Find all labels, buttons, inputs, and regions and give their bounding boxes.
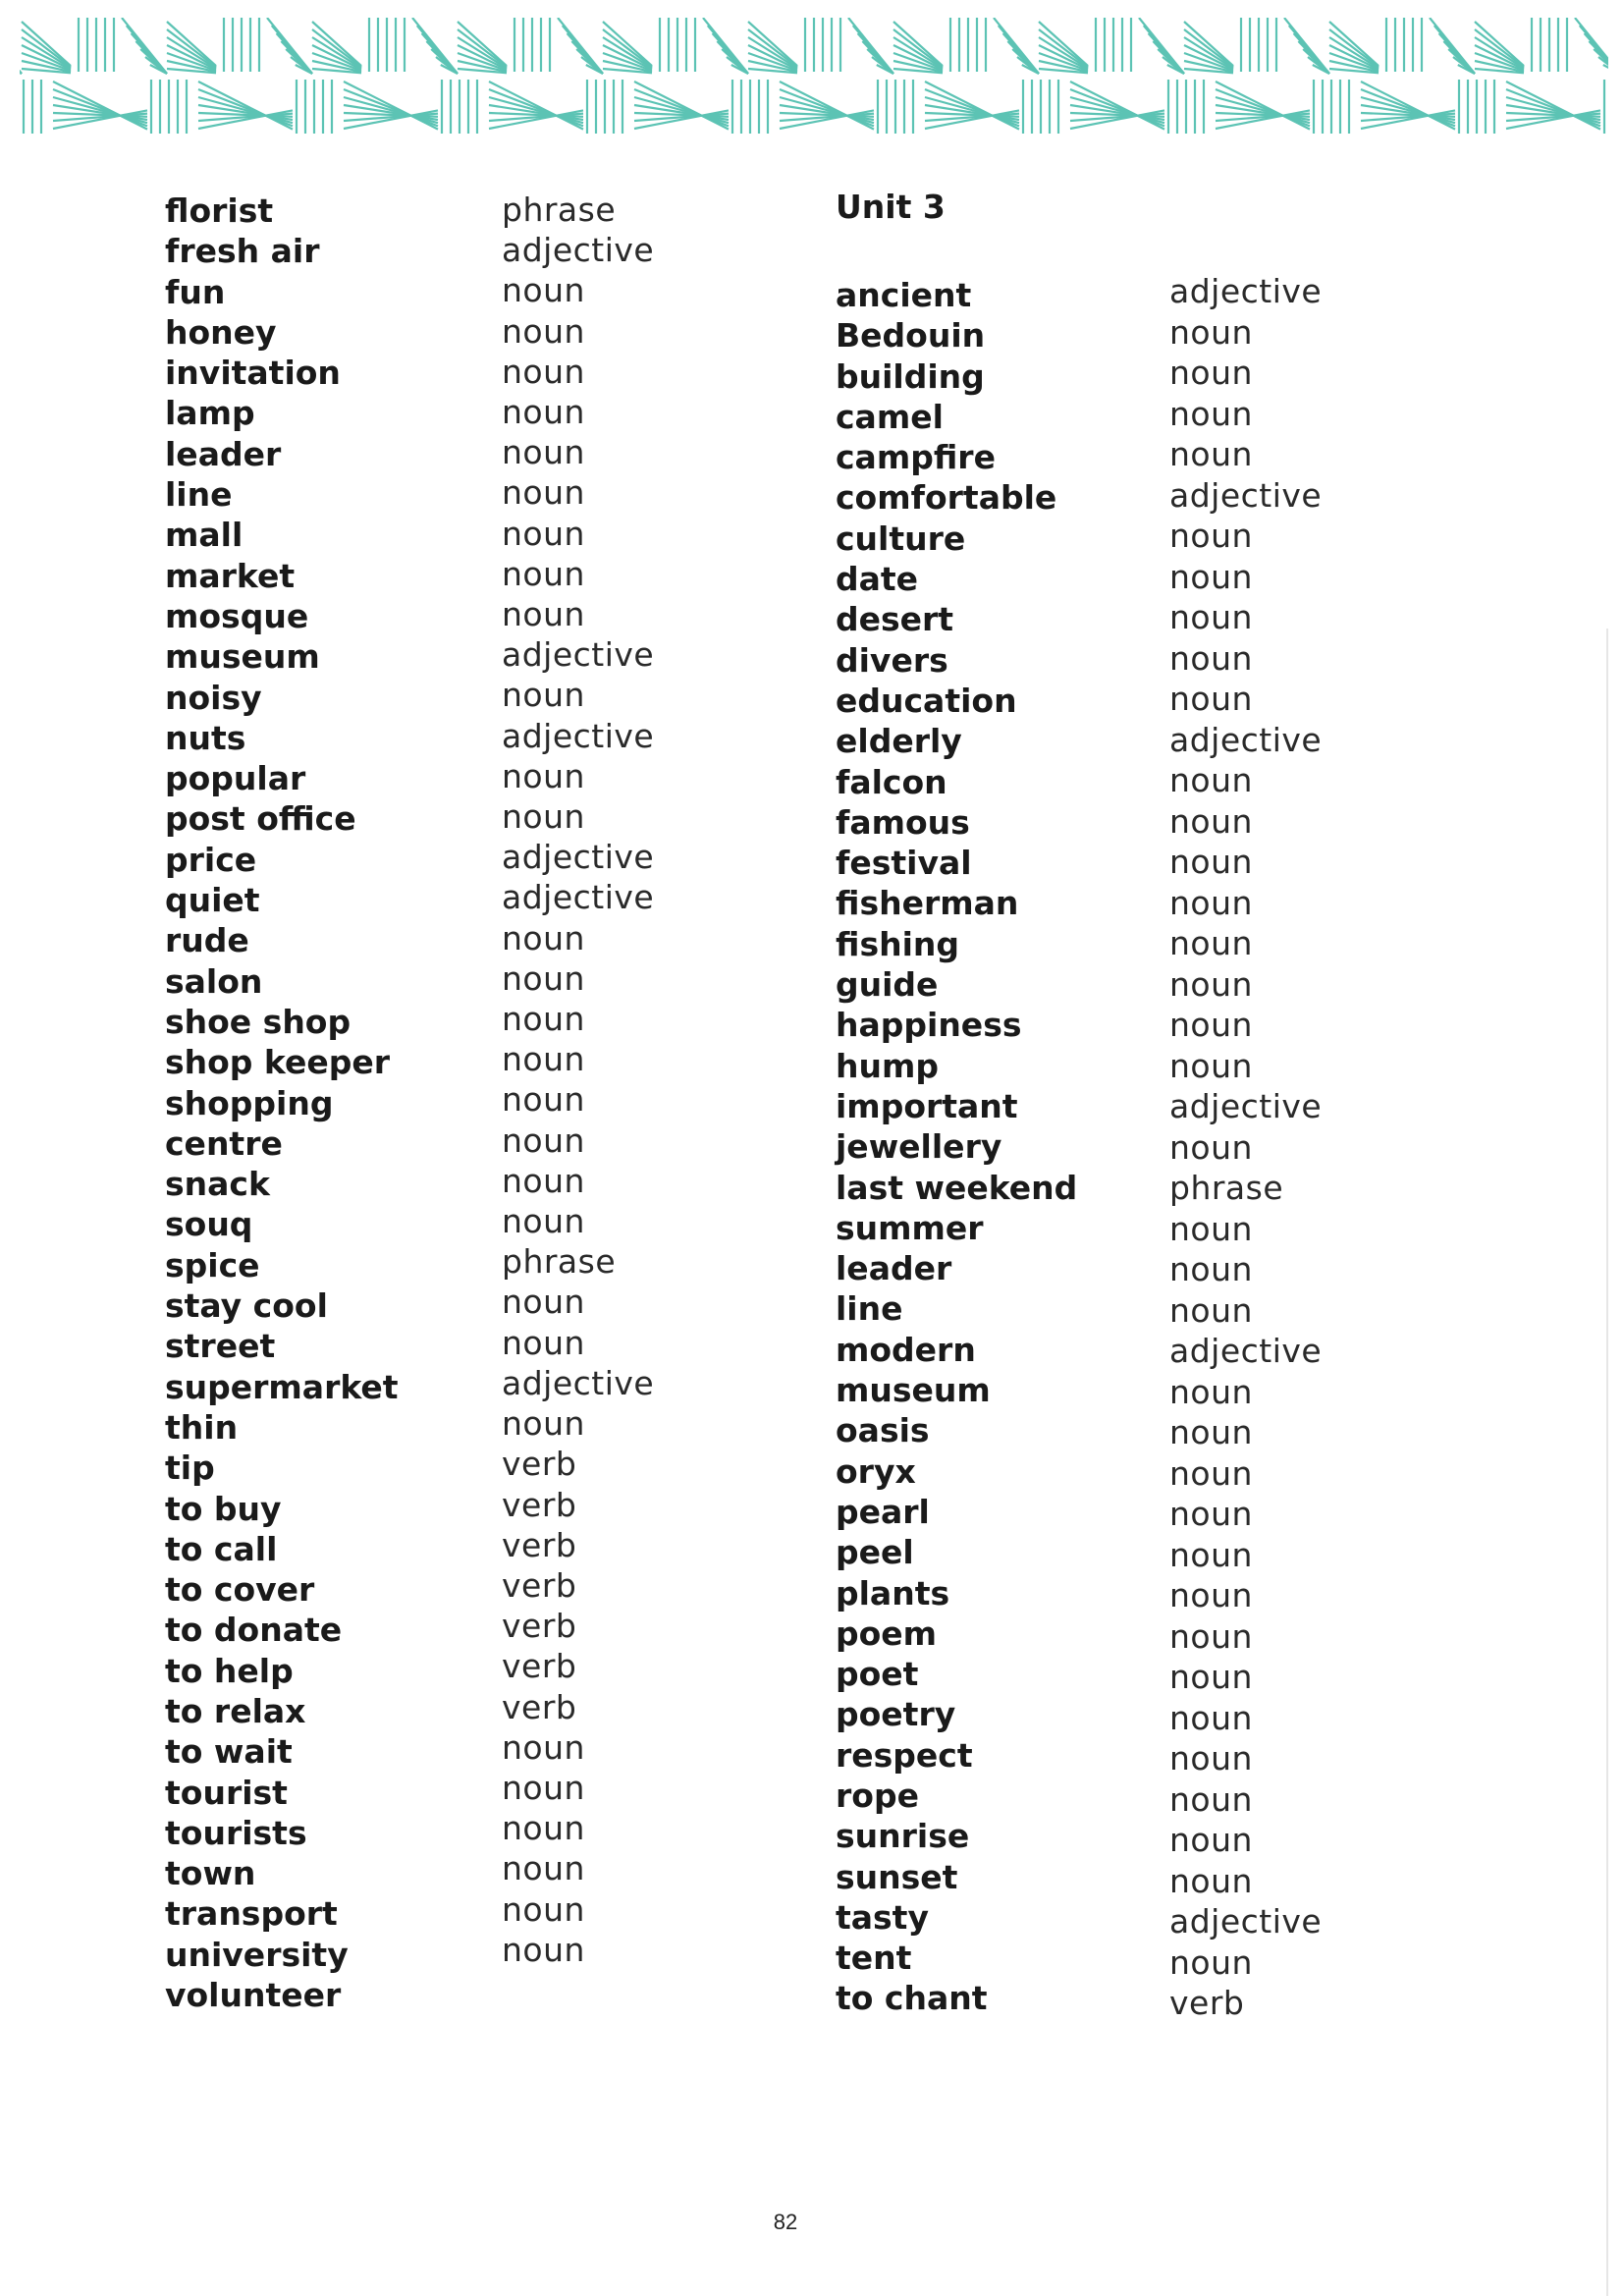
word-type: noun: [1169, 435, 1253, 473]
word-type: noun: [502, 595, 585, 634]
word-type: noun: [1169, 1535, 1253, 1574]
vocab-word: noisy: [165, 678, 262, 717]
word-type: verb: [502, 1607, 577, 1646]
word-type: noun: [1169, 1739, 1253, 1777]
vocab-word: florist: [165, 191, 274, 230]
scan-edge-line: [1606, 629, 1608, 2296]
vocab-word: post office: [165, 799, 356, 839]
word-type: noun: [502, 271, 585, 310]
word-type: adjective: [1169, 272, 1323, 310]
word-type: noun: [502, 554, 585, 593]
vocab-word: campfire: [836, 438, 996, 477]
vocab-word: to cover: [165, 1570, 315, 1610]
vocab-word: town: [165, 1854, 256, 1893]
word-type: noun: [1169, 680, 1253, 718]
vocab-word: festival: [836, 844, 972, 883]
word-type: noun: [1169, 1209, 1253, 1248]
vocab-word: fun: [165, 272, 226, 311]
vocab-word: to donate: [165, 1611, 343, 1650]
vocab-word: leader: [836, 1249, 952, 1288]
vocab-word: sunrise: [836, 1817, 970, 1856]
vocab-word: important: [836, 1086, 1018, 1125]
vocab-word: poem: [836, 1613, 938, 1653]
word-type: noun: [502, 1121, 585, 1160]
word-type: verb: [502, 1565, 577, 1605]
vocab-word: building: [836, 356, 985, 396]
word-type: adjective: [1169, 1332, 1323, 1370]
word-type: noun: [502, 1404, 585, 1444]
word-type: noun: [502, 311, 585, 351]
vocab-word: poetry: [836, 1695, 956, 1734]
word-type: noun: [1169, 1453, 1253, 1493]
word-type: noun: [502, 352, 585, 391]
vocab-word: street: [165, 1327, 276, 1366]
word-type: noun: [1169, 598, 1253, 636]
vocab-word: line: [836, 1289, 903, 1329]
vocab-word: respect: [836, 1735, 973, 1775]
word-type: noun: [502, 433, 585, 472]
word-type: adjective: [502, 635, 655, 675]
word-type: noun: [1169, 1372, 1253, 1411]
word-type: noun: [1169, 354, 1253, 392]
vocab-word: tasty: [836, 1897, 929, 1937]
vocab-word: jewellery: [836, 1127, 1002, 1167]
vocab-word: education: [836, 681, 1017, 720]
vocab-word: nuts: [165, 718, 246, 757]
vocab-word: fishing: [836, 924, 960, 963]
vocab-word: university: [165, 1935, 349, 1974]
vocab-word: thin: [165, 1407, 239, 1447]
vocab-word: mosque: [165, 596, 309, 635]
vocab-word: comfortable: [836, 478, 1057, 518]
word-type: noun: [1169, 1290, 1253, 1330]
vocab-word: shoe shop: [165, 1002, 352, 1041]
vocab-word: peel: [836, 1533, 914, 1572]
vocab-word: tourists: [165, 1813, 307, 1852]
vocab-word: hump: [836, 1046, 939, 1085]
vocab-word: sunset: [836, 1857, 958, 1896]
word-type: adjective: [502, 231, 655, 270]
word-type: adjective: [1169, 475, 1323, 515]
word-type: verb: [1169, 1984, 1245, 2022]
vocab-word: elderly: [836, 722, 962, 761]
word-type: verb: [502, 1445, 577, 1484]
word-type: noun: [1169, 1127, 1253, 1167]
word-type: noun: [1169, 517, 1253, 555]
word-type: noun: [502, 756, 585, 795]
geometric-pattern-graphic: [20, 18, 1608, 134]
vocab-word: camel: [836, 397, 944, 436]
vocab-word: transport: [165, 1894, 338, 1934]
word-type: noun: [1169, 557, 1253, 596]
word-type: noun: [502, 1202, 585, 1241]
word-type: noun: [1169, 1046, 1253, 1085]
word-type: verb: [502, 1485, 577, 1524]
vocab-word: to chant: [836, 1979, 988, 2018]
vocab-word: to call: [165, 1529, 278, 1568]
word-type: noun: [502, 1768, 585, 1807]
word-type: noun: [1169, 1576, 1253, 1614]
vocab-word: culture: [836, 519, 966, 558]
vocab-word: Bedouin: [836, 316, 986, 355]
vocab-word: last weekend: [836, 1168, 1078, 1207]
word-type: noun: [1169, 843, 1253, 881]
word-type: noun: [502, 676, 585, 715]
word-type: noun: [502, 797, 585, 837]
word-type: noun: [1169, 1495, 1253, 1533]
word-type: noun: [502, 1323, 585, 1362]
word-type: noun: [502, 1283, 585, 1322]
vocab-word: volunteer: [165, 1976, 342, 2015]
vocab-word: souq: [165, 1205, 253, 1244]
vocab-word: rope: [836, 1776, 919, 1815]
word-type: noun: [1169, 1250, 1253, 1288]
word-type: noun: [502, 1727, 585, 1767]
word-type: phrase: [1169, 1169, 1284, 1207]
vocab-word: mall: [165, 516, 243, 555]
page-number: 82: [773, 2210, 798, 2234]
vocab-word: snack: [165, 1165, 270, 1204]
vocab-word: pearl: [836, 1492, 930, 1531]
word-type: noun: [1169, 1942, 1253, 1982]
word-type: noun: [1169, 1698, 1253, 1737]
left-word-column: [165, 191, 399, 2015]
vocab-word: quiet: [165, 881, 260, 920]
vocab-word: tip: [165, 1449, 215, 1488]
word-type: adjective: [502, 838, 655, 877]
left-type-column: [502, 190, 654, 1970]
vocab-word: supermarket: [165, 1367, 399, 1406]
vocab-word: salon: [165, 961, 263, 1001]
word-type: noun: [1169, 761, 1253, 799]
word-type: noun: [502, 473, 585, 513]
vocab-word: fresh air: [165, 232, 320, 271]
vocab-word: to wait: [165, 1732, 293, 1772]
word-type: noun: [502, 1930, 585, 1969]
vocab-word: leader: [165, 434, 282, 473]
word-type: noun: [1169, 394, 1253, 433]
word-type: adjective: [502, 716, 655, 755]
vocab-word: centre: [165, 1123, 283, 1163]
word-type: adjective: [502, 878, 655, 917]
vocab-word: tent: [836, 1939, 912, 1978]
vocab-word: stay cool: [165, 1286, 328, 1326]
vocab-word: oryx: [836, 1451, 916, 1491]
word-type: adjective: [1169, 1902, 1323, 1941]
word-type: adjective: [1169, 1087, 1323, 1125]
word-type: noun: [502, 1889, 585, 1929]
vocab-word: shopping: [165, 1083, 334, 1122]
vocab-word: guide: [836, 965, 939, 1005]
word-type: noun: [1169, 1413, 1253, 1451]
vocab-word: date: [836, 560, 919, 599]
vocab-word: market: [165, 556, 296, 595]
vocab-word: poet: [836, 1655, 919, 1694]
vocab-word: invitation: [165, 354, 341, 393]
word-type: verb: [502, 1647, 577, 1686]
vocab-word: divers: [836, 640, 948, 680]
word-type: noun: [502, 918, 585, 957]
vocab-word: lamp: [165, 394, 255, 433]
vocab-word: to relax: [165, 1691, 306, 1730]
word-type: noun: [502, 1161, 585, 1200]
word-type: noun: [502, 1080, 585, 1120]
vocab-word: rude: [165, 921, 249, 960]
word-type: noun: [1169, 801, 1253, 841]
word-type: noun: [1169, 1006, 1253, 1044]
decorative-banner: [20, 18, 1608, 134]
word-type: noun: [502, 1849, 585, 1888]
vocab-word: fisherman: [836, 884, 1019, 923]
word-type: adjective: [1169, 720, 1323, 759]
word-type: noun: [1169, 638, 1253, 678]
vocab-word: summer: [836, 1208, 984, 1247]
vocab-word: to help: [165, 1651, 294, 1690]
vocab-word: museum: [165, 637, 320, 677]
word-type: verb: [502, 1525, 577, 1564]
word-type: noun: [1169, 1821, 1253, 1859]
vocab-word: modern: [836, 1330, 976, 1369]
vocab-word: price: [165, 840, 257, 879]
vocab-word: tourist: [165, 1773, 288, 1812]
word-type: adjective: [502, 1363, 655, 1402]
vocab-word: popular: [165, 759, 306, 798]
word-type: noun: [1169, 312, 1253, 352]
word-type: noun: [1169, 964, 1253, 1004]
word-type: noun: [502, 1000, 585, 1039]
right-type-column: [1169, 271, 1322, 2024]
right-word-column: [836, 275, 1077, 2019]
vocab-word: happiness: [836, 1006, 1022, 1045]
word-type: noun: [502, 1040, 585, 1079]
word-type: noun: [1169, 1779, 1253, 1819]
word-type: phrase: [502, 1242, 617, 1282]
word-type: noun: [1169, 1861, 1253, 1900]
word-type: noun: [502, 958, 585, 998]
vocab-word: line: [165, 475, 233, 515]
word-type: noun: [502, 514, 585, 553]
word-type: noun: [1169, 924, 1253, 962]
vocab-word: shop keeper: [165, 1043, 391, 1082]
vocab-word: honey: [165, 312, 277, 352]
word-type: noun: [1169, 1616, 1253, 1656]
word-type: phrase: [502, 191, 617, 229]
word-type: noun: [1169, 883, 1253, 922]
vocab-word: to buy: [165, 1489, 282, 1528]
vocab-word: plants: [836, 1573, 950, 1613]
word-type: verb: [502, 1687, 577, 1726]
word-type: noun: [502, 393, 585, 432]
word-type: noun: [1169, 1658, 1253, 1696]
unit-heading: Unit 3: [836, 188, 946, 226]
word-type: noun: [502, 1809, 585, 1848]
vocab-word: spice: [165, 1245, 260, 1285]
vocab-word: desert: [836, 600, 954, 639]
vocab-word: ancient: [836, 276, 972, 314]
vocab-word: museum: [836, 1371, 991, 1410]
vocab-word: oasis: [836, 1411, 930, 1450]
vocab-word: famous: [836, 802, 970, 842]
vocab-word: falcon: [836, 762, 947, 801]
